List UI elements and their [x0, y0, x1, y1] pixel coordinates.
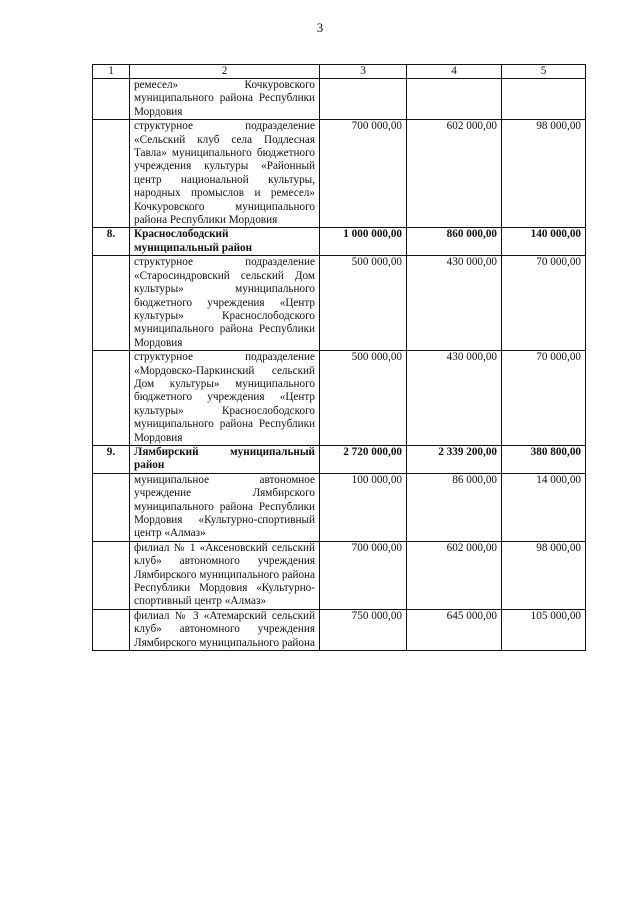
institution-name: ремесел» Кочкуровского муниципального района Республики Мордовия [130, 79, 320, 120]
institution-row [93, 541, 586, 609]
amount-federal: 86 000,00 [407, 473, 502, 541]
row-number: 9. [93, 445, 130, 473]
amount-total: 1 000 000,00 [320, 228, 407, 256]
amount-total: 700 000,00 [320, 541, 407, 609]
row-number [93, 351, 130, 446]
amount-total: 500 000,00 [320, 256, 407, 351]
institution-name: муниципальное автономное учреждение Лямбирского муниципального района Республики Мордовия «Культурно-спортивный центр «Алмаз» [130, 473, 320, 541]
column-header: 1 [93, 65, 130, 79]
institution-row [93, 120, 586, 228]
amount-federal: 602 000,00 [407, 541, 502, 609]
row-number [93, 541, 130, 609]
amount-regional [502, 79, 586, 120]
amount-federal: 645 000,00 [407, 609, 502, 650]
amount-federal: 602 000,00 [407, 120, 502, 228]
row-number [93, 256, 130, 351]
amount-total: 100 000,00 [320, 473, 407, 541]
row-number [93, 120, 130, 228]
amount-regional: 380 800,00 [502, 445, 586, 473]
amount-federal: 430 000,00 [407, 351, 502, 446]
institution-name: Краснослободский муниципальный район [130, 228, 320, 256]
amount-federal: 860 000,00 [407, 228, 502, 256]
institution-row [93, 473, 586, 541]
amount-regional: 98 000,00 [502, 120, 586, 228]
amount-total: 2 720 000,00 [320, 445, 407, 473]
institution-name: структурное подразделение «Старосиндровский сельский Дом культуры» муниципального бюджетного учреждения «Центр культуры» Краснослободского муниципального района Республики Мордовия [130, 256, 320, 351]
amount-regional: 70 000,00 [502, 256, 586, 351]
institution-name: филиал № 1 «Аксеновский сельский клуб» автономного учреждения Лямбирского муниципального района Республики Мордовия «Культурно-спортивный центр «Алмаз» [130, 541, 320, 609]
column-header: 4 [407, 65, 502, 79]
district-total-row [93, 228, 586, 256]
amount-regional: 140 000,00 [502, 228, 586, 256]
institution-name: филиал № 3 «Атемарский сельский клуб» автономного учреждения Лямбирского муниципального района [130, 609, 320, 650]
institution-row [93, 79, 586, 120]
institution-row [93, 609, 586, 650]
amount-total: 500 000,00 [320, 351, 407, 446]
row-number [93, 79, 130, 120]
row-number: 8. [93, 228, 130, 256]
row-number [93, 473, 130, 541]
amount-regional: 105 000,00 [502, 609, 586, 650]
institution-row [93, 256, 586, 351]
amount-regional: 98 000,00 [502, 541, 586, 609]
institution-row [93, 351, 586, 446]
amount-total [320, 79, 407, 120]
row-number [93, 609, 130, 650]
amount-regional: 14 000,00 [502, 473, 586, 541]
page-number: 3 [316, 20, 324, 35]
amount-regional: 70 000,00 [502, 351, 586, 446]
institution-name: структурное подразделение «Мордовско-Паркинский сельский Дом культуры» муниципального бюджетного учреждения «Центр культуры» Краснослободского муниципального района Республики Мордовия [130, 351, 320, 446]
district-total-row [93, 445, 586, 473]
amount-federal: 2 339 200,00 [407, 445, 502, 473]
column-header: 2 [130, 65, 320, 79]
amount-total: 750 000,00 [320, 609, 407, 650]
amount-federal [407, 79, 502, 120]
amount-federal: 430 000,00 [407, 256, 502, 351]
column-header: 3 [320, 65, 407, 79]
allocation-table [92, 64, 586, 651]
amount-total: 700 000,00 [320, 120, 407, 228]
institution-name: структурное подразделение «Сельский клуб села Подлесная Тавла» муниципального бюджетного учреждения культуры «Районный центр национальной культуры, народных промыслов и ремесел» Кочкуровского муниципального района Республики Мордовия [130, 120, 320, 228]
column-header-row [93, 65, 586, 79]
institution-name: Лямбирский муниципальный район [130, 445, 320, 473]
column-header: 5 [502, 65, 586, 79]
